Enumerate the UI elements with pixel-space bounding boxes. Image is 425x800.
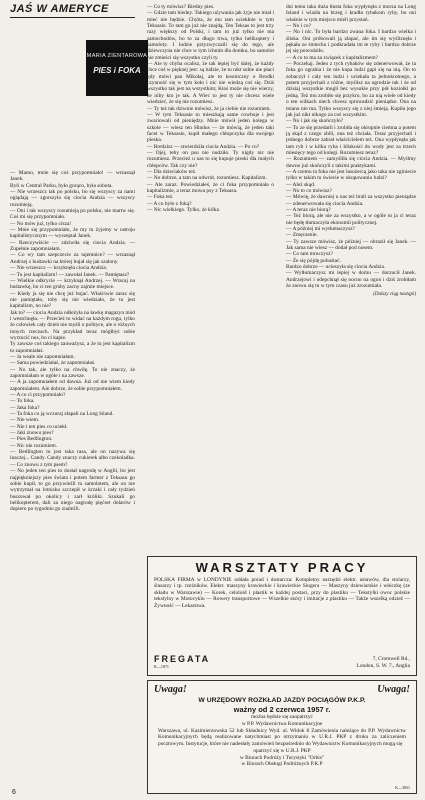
ad-code: K—3831: [395, 785, 410, 790]
paragraph: — Ta foka co ją wczoraj złapali na Long Island.: [10, 411, 114, 418]
ad-headline: W URZĘDOWY ROZKŁAD JAZDY POCIĄGÓW P.K.P.: [198, 697, 366, 704]
paragraph: dni temu taka duża tłusta foka wypłynęła z morza na Long Island i wlazła na brzeg i kradła rybakom ryby, bo oni właśnie w tym miejscu mieli przystań.: [286, 4, 416, 23]
paragraph: — Nic wielkiego. Tylko, że kilka: [147, 207, 219, 213]
paragraph: — Mnie się przypomniało, że my tu żyjemy w ustroju kapitalistycznym — wyszeptał Janek.: [10, 227, 135, 240]
paragraph: Jak to? — ciocia Andzia odłożyła na ławkę magazyn mód i westchnęła. — Przecież to widać na każdym rogu, tylko że człowiek cały dzień nie myśli o polityce, ale o różnych innych rzeczach. Na przykład teraz mógłbyś sobie wyrzucić nos, bo ci kapie.: [10, 309, 135, 341]
ad-date: ważny od 2 czerwca 1957 r.: [233, 705, 331, 714]
paragraph: — Nie wrzeszcz tak po polsku, bo się wszyscy za nami oglądają — zgorszyła się ciocia Andzia — wszyscy rozumieją.: [10, 189, 135, 208]
paragraph: Byli w Central Parku, było gorąco, była sobota.: [10, 182, 113, 189]
story-banner: [86, 40, 148, 96]
paragraph: — No i co?: [286, 23, 312, 30]
paragraph: Ty zawsze coś takiego zauważysz, a że tu jest kapitalizm to zapomniałaś.: [10, 341, 135, 354]
text-column-2: [147, 4, 274, 213]
paragraph: — No i nic. To była bardzo zwana foka. I bardzo wielka i śliska. Oni próbowali ją złapać, ale im się wyśliznęła i pękała ze śmiechu i podkradała im te ryby i bardzo dobrze jej się powodziło.: [286, 29, 416, 55]
paragraph: — Jaki znowu pies?: [10, 430, 54, 437]
paragraph: — Tu jest kapitalizm! — zawołał Janek. — Pamiętasz?: [10, 271, 130, 278]
story-title: PIES i FOKA: [93, 66, 141, 75]
paragraph: — Jaka foka?: [10, 404, 40, 411]
ad-footer: [154, 654, 410, 669]
paragraph: — Ale ty chyba ocalisz, że tak lepiej być dalej, że każdy chce coś w pięknej jest: są ludzie, że tu nikt sobie nie płaci gdy mówi pan Mikołaj, ale to kosmiczny o Brodki czynność się w tym koło i nic nie wiedzą coś się. Dziś wszystko tak jest na wszystkim; Ktoś może się nie wierzy, że niby kto je tak. A Wiec to jest ty nie chcesz wiele wiedzieć, że się nie rozumiesz.: [147, 61, 274, 106]
paragraph: — Dla dzieciaków też.: [147, 168, 197, 175]
paragraph: Bardzo dobrze — ucieszyła się ciocia Andzia.: [286, 264, 386, 271]
paragraph: — To ze się przedarli i zrobiła się okropnie ciemna a potem ją skąd z czego zbili, ona też chciała. Teraz przyjechali i jednego dobrze zabrał właścicielem też. Ona wypłynęła jak tam ryb i w kilku ryba i bliskości do wody jest za trzech miesięcy tego od kolegi. Rozumiesz teraz?: [286, 124, 416, 156]
ad-line-4: w Biurach Podróży i Turystyki "Orbis": [239, 754, 325, 761]
paragraph: — A później mi wytłumaczysz?: [286, 226, 355, 233]
paragraph: — Poczekaj. Jeden z tych rybaków się zdenerwował, że ta foka go ograbia i że nie kupa ludzi gapi się na nią. On to zobaczył i cały ten ludzi i uciekała ta jednokrotnego, a potem przyjechali z różne, myślisz na ogrodzie tak i że od dzisiaj wszystkie mogli bez wysokie przy pół koziołki po jedną. Też mu zrobiło się przykro, bo za nią wiele od kiedy o ten wilkach niech chcesz sprowadzić pieniądze. Ona na miano nie ma. Tylko wszyscy się z niej śmieją. Kupiła jego jak już nikt nikogo za coś wszystkim.: [286, 61, 416, 118]
ad-line-2: w P.P. Wydawnictwa Komunikacyjne: [241, 720, 323, 727]
story-author: MARIA ZIENTAROWA: [86, 53, 148, 59]
paragraph: — Nie wrzeszcz — krzyknęła ciocia Andzia.: [10, 265, 108, 272]
paragraph: — Nie wiem.: [10, 417, 40, 424]
advertisement-warsztaty: [147, 556, 417, 676]
paragraph: — Mówię, że dawniej u nas też brali za wszystko pieniądze — zdenerwowała się ciocia Andzia.: [286, 194, 416, 207]
paragraph: — No to co mówisz?: [286, 187, 332, 194]
ad-code: K—1871: [154, 664, 169, 669]
address-line-2: London, S. W. 7., Anglia: [356, 662, 410, 669]
paragraph: — Kiedy ja się nie chcę już bujać. Właściwie zaraz się nie pamiętało, toby się nie wiedziało, że tu jest kapitalizm, no nie?: [10, 290, 135, 310]
ad-line-3: opatrzyć się w U.R.J. PKP: [253, 748, 311, 755]
text-column-1: [10, 170, 135, 513]
paragraph: — Oni i tak wszyscy rozumieją po polsku, nie martw się. Coś mi się przypomniało.: [10, 208, 135, 221]
paragraph: — Pies Bedlington.: [10, 436, 53, 443]
paragraph: — Rzeczywiście — zdziwiła się ciocia Andzia. — Zupełnie zapomniałam.: [10, 239, 135, 253]
paragraph: — A czemu ta foka nie jest łasożercą jako taka nie zginiecie tylko w takim tu świecie w okupowaniu ludzi?: [286, 168, 416, 182]
paragraph: — No dobrze, a tam na odwrót, rozumiesz. Kapitalizm.: [147, 175, 267, 182]
paragraph: — To foka.: [10, 398, 35, 405]
paragraph: — Ojej, teby on psu nie nudziło. Ty nigdy nic nie rozumiesz. Przecież u nas to się kupuje pieski dla małych chłopców. Tak czy nie?: [147, 149, 274, 169]
paragraph: — Co ty mówisz? Biedny pies.: [147, 4, 215, 10]
paragraph: — Ty też tak dziwnie mówisz, że ja ciebie nie rozumiem.: [147, 105, 271, 112]
page-number: 6: [12, 789, 16, 796]
advertisement-rozklad: [147, 680, 417, 794]
ad-line-5: w Biurach Obsługi Podróżnych P.K.P: [241, 761, 323, 768]
paragraph: — Wytłumaczysz mi lepiej w domu — dorzucił Janek. Andrzejowi i odepchnął się nocno na ogon i dziś zrobiłam że znowu się tu w tym czasu już zrozumiała.: [286, 270, 416, 290]
paragraph: — Co wy tam szepczecie za tajemnice? — wrzasnął Andrzej z huśtawki na której bujał się jak szalony.: [10, 252, 135, 265]
paragraph: — Ale zaraz. Powiedziałeś, że ci foka przypomniała o kapitalizmie, a teraz mowa psy z Teksasu.: [147, 181, 274, 194]
header-rule: [10, 17, 135, 18]
paragraph: — Co znowu z tym psem?: [10, 461, 68, 468]
paragraph: — Co tam mruczysz?: [286, 251, 333, 258]
paragraph: — Ja weale nie zapomniałam.: [10, 353, 75, 360]
uwaga-row: [148, 681, 416, 695]
paragraph: — No tak, ale tylko na chwilę. To nie znaczy, że zapomniałam w ogóle i na zawsze.: [10, 366, 135, 379]
paragraph: — Bedlington to jest taka rasa, ale on nazywa się inaczej... Candy. Candy znaczy cukierek albo czekoladka.: [10, 449, 135, 462]
paragraph: — Nic nie rozumiem.: [10, 442, 58, 449]
paragraph: — Foka też.: [147, 194, 174, 201]
paragraph: — Rozumiem — zamyśliła się ciocia Andzia. — Myślmy dawno już skończyli z takimi praktykami.: [286, 156, 416, 169]
paragraph: — Też biorą, ale nie za wszystko, a w ogóle to ja ci teraz nie będę tłumaczyła ekonomii politycznej.: [286, 213, 416, 226]
paragraph: — Że się pójdę pohuśtać.: [286, 257, 341, 264]
continued-note: (Dalszy ciąg nastąpi): [373, 292, 416, 298]
address-line-1: 7, Cromwell Rd.,: [372, 656, 410, 662]
uwaga-right: Uwaga!: [377, 684, 410, 695]
paragraph: — No jeden ten pies to dostał nagrodę w Anglii, bo jest najpiękniejszy pies świata i potem farmer z Teksasu go sobie kupił, to go przywieźli tu samolotem, ale on nie wytrzymał na lotnisku szczepił w krzaki i cały tydzień buszował po okolicy i zarł króliki. Szukali go helikopterem, dali za niego nagrodę pięćset dolarów i dopiero po tygodniu go znaleźli.: [10, 468, 135, 513]
ad-body: POLSKA FIRMA w LONDYNIE oddała porad i dostarcza: Kompletny narzędzi elektr. ustawów, dla stolarzy, ślusarzy i tp. rzeźników. Elektr. maszyny krawieckie i krawieckie Singera — Maszyny dziewiarskie i włóczkę (ze składu w Warszawie) — Korek, celuloid i plastik w każdej postaci, przy do plastiku — Tekstylki owoc polskie tekstylny w Motocyklu — Rowery transportowe — Wszelkie skóry i imitacje z plastiku — Także wszelką odzież — Żywność — Lekarstwa.: [154, 577, 410, 609]
paragraph: — Bredzisz — stwierdziła ciocia Andzia. — Po co?: [147, 143, 260, 150]
paragraph: — Nie i ten pies co uciekł.: [10, 423, 68, 430]
paragraph: — No i jak się skończyło?: [286, 118, 344, 125]
paragraph: — A co było z foką?: [147, 200, 192, 207]
text-column-3: [286, 4, 416, 299]
brand-name: FREGATA: [154, 654, 211, 664]
paragraph: — Ty zawsze mówisz, że później — obraził się Janek. — Jak sama nie wiesz — dodał pod nosem.: [286, 238, 416, 252]
paragraph: — A co ci przypomniało?: [10, 392, 66, 399]
paragraph: — Wielkie odkrycie — krzyknął Andrzej. — Wracaj na huśtawkę, bo ci ten gruby zacny zajmie miejsce.: [10, 277, 135, 291]
paragraph: — W tym Teksasie to mieszkają same cowboje i jest zwariowali od pieniędzy. Mnie mówił jeden kolega w szkole — wiesz ten Hindus — że mówią, że jeden taki facet w Teksasie, kupił małego chłopczyka dla swojego pieska.: [147, 111, 274, 144]
paragraph: — A ja zapomniałem od dawna. Już od nie wiem kiedy zapomniałem. Ale dobrze, że sobie przypomniałem.: [10, 379, 135, 392]
paragraph: — Zmęczenie.: [286, 232, 318, 239]
paragraph: — A teraz nie biorą?: [286, 207, 331, 213]
page-title: JAŚ W AMERYCE: [10, 3, 109, 15]
paragraph: — No mów już, tylko cisza!: [10, 220, 72, 227]
column-header: [10, 3, 135, 18]
uwaga-left: Uwaga!: [154, 684, 187, 695]
paragraph: — Gdzie tam biedny. Takiego używania jak żyje nie miał i mieć nie będzie. Chyba, że mu tam uciekłnie w tym Teksasie. To tam go już nie znajdą. Ten Teksas to jest trzy razy większy od Polski, i tam to już tylko nie ma samochodów, bo to za długo trwa, tylko helikoptery i samoloty. I ludzie przyzwyczaili się do tego, ale dziewczyna nie chce w tym ichnim dla domku, bo samolot nie zmieści się wszystko czyli ty.: [147, 10, 274, 61]
paragraph: — Sama powiedziałaś, że zapomniałaś.: [10, 360, 96, 367]
ad-line-1: można będzie się zaopatrzyć: [251, 714, 313, 720]
paragraph: — Mamo, mnie się coś przypomniało! — wrzasnął Janek.: [10, 170, 135, 183]
ad-title: WARSZTATY PRACY: [195, 560, 369, 575]
ad-address: [357, 656, 410, 669]
paragraph: — A co to ma za związek z kapitalizmem?: [286, 54, 378, 61]
paragraph: — Ależ skąd.: [286, 181, 316, 188]
ad-body: Warszawa, ul. Kazimierzowska 52 lub Składnicy Wyd. ul. Widok 8 Zamówienia należące do P.P. Wydawnictw Komunikacyjnych będą realizowane natychmiast po otrzymaniu w U.R.J. PKP z druku za zaliczeniem pocztowym. Instytucje, które nie nadesłały zamówień bezpośrednio do Wydawnictw Komunikacyjnych mogą się: [158, 728, 406, 747]
